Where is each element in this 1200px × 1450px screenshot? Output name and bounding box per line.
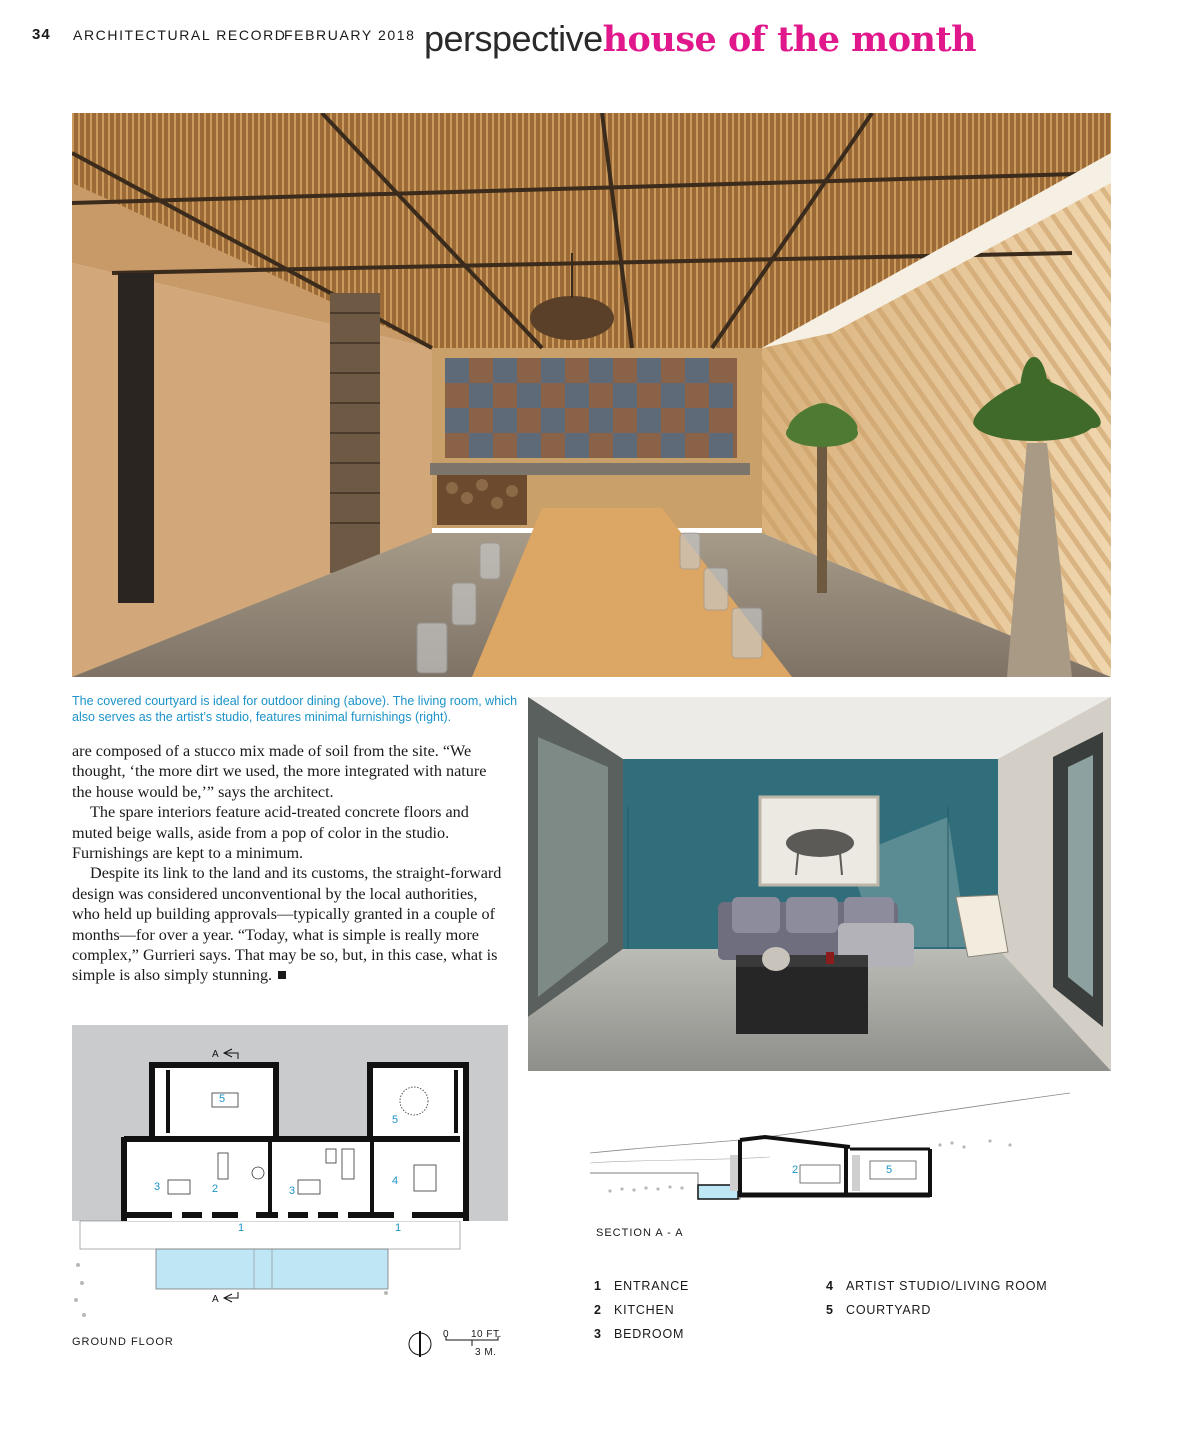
plan-room-number: 2 [212,1183,219,1195]
plan-room-number: 5 [219,1093,226,1105]
legend-item: 2 KITCHEN [594,1303,675,1317]
legend-item: 1 ENTRANCE [594,1279,690,1293]
plan-section-mark: A [212,1294,219,1305]
plan-room-number: 1 [395,1222,402,1234]
living-room-photo [528,697,1111,1071]
plan-label: GROUND FLOOR [72,1336,174,1348]
plan-room-number: 4 [392,1175,399,1187]
plan-room-number: 3 [154,1181,161,1193]
publication-name: ARCHITECTURAL RECORD [73,27,287,43]
section-title [424,18,976,60]
photo-caption: The covered courtyard is ideal for outdoor dining (above). The living room, which also serves as the artist’s studio, features minimal furnishings (right). [72,694,518,724]
floor-plan [72,1025,508,1330]
section-label: SECTION A - A [596,1227,684,1239]
section-room-number: 5 [886,1164,893,1176]
page-number: 34 [32,26,51,43]
courtyard-photo [72,113,1111,677]
legend-item: 5 COURTYARD [826,1303,932,1317]
body-paragraph: are composed of a stucco mix made of soil from the site. “We thought, ‘the more dirt we used, the more integrated with nature the house would be,’” says the architect. [72,742,487,801]
section-drawing [590,1085,1070,1215]
scale-feet: 10 FT. [471,1329,502,1340]
scale-zero: 0 [443,1329,449,1340]
body-paragraph: Despite its link to the land and its customs, the straight-forward design was considered unconventional by the local authorities, who held up building approvals—typically granted in a couple of months—for over a year. “Today, what is simple is really more complex,” Gurrieri says. That may be so, but, in this case, what is simple is also simply stunning. [72,864,502,985]
section-title-bold: house of the month [602,19,977,60]
end-mark-icon [278,971,286,979]
plan-room-number: 3 [289,1185,296,1197]
issue-date: FEBRUARY 2018 [284,27,416,43]
plan-room-number: 1 [238,1222,245,1234]
legend-item: 4 ARTIST STUDIO/LIVING ROOM [826,1279,1048,1293]
plan-room-number: 5 [392,1114,399,1126]
scale-meters: 3 M. [475,1347,497,1358]
section-title-light: perspective [424,18,603,59]
plan-section-mark: A [212,1049,219,1060]
legend-item: 3 BEDROOM [594,1327,685,1341]
article-body [72,741,502,986]
body-paragraph: The spare interiors feature acid-treated concrete floors and muted beige walls, aside from a pop of color in the studio. Furnishings are kept to a minimum. [72,803,469,863]
section-room-number: 2 [792,1164,799,1176]
